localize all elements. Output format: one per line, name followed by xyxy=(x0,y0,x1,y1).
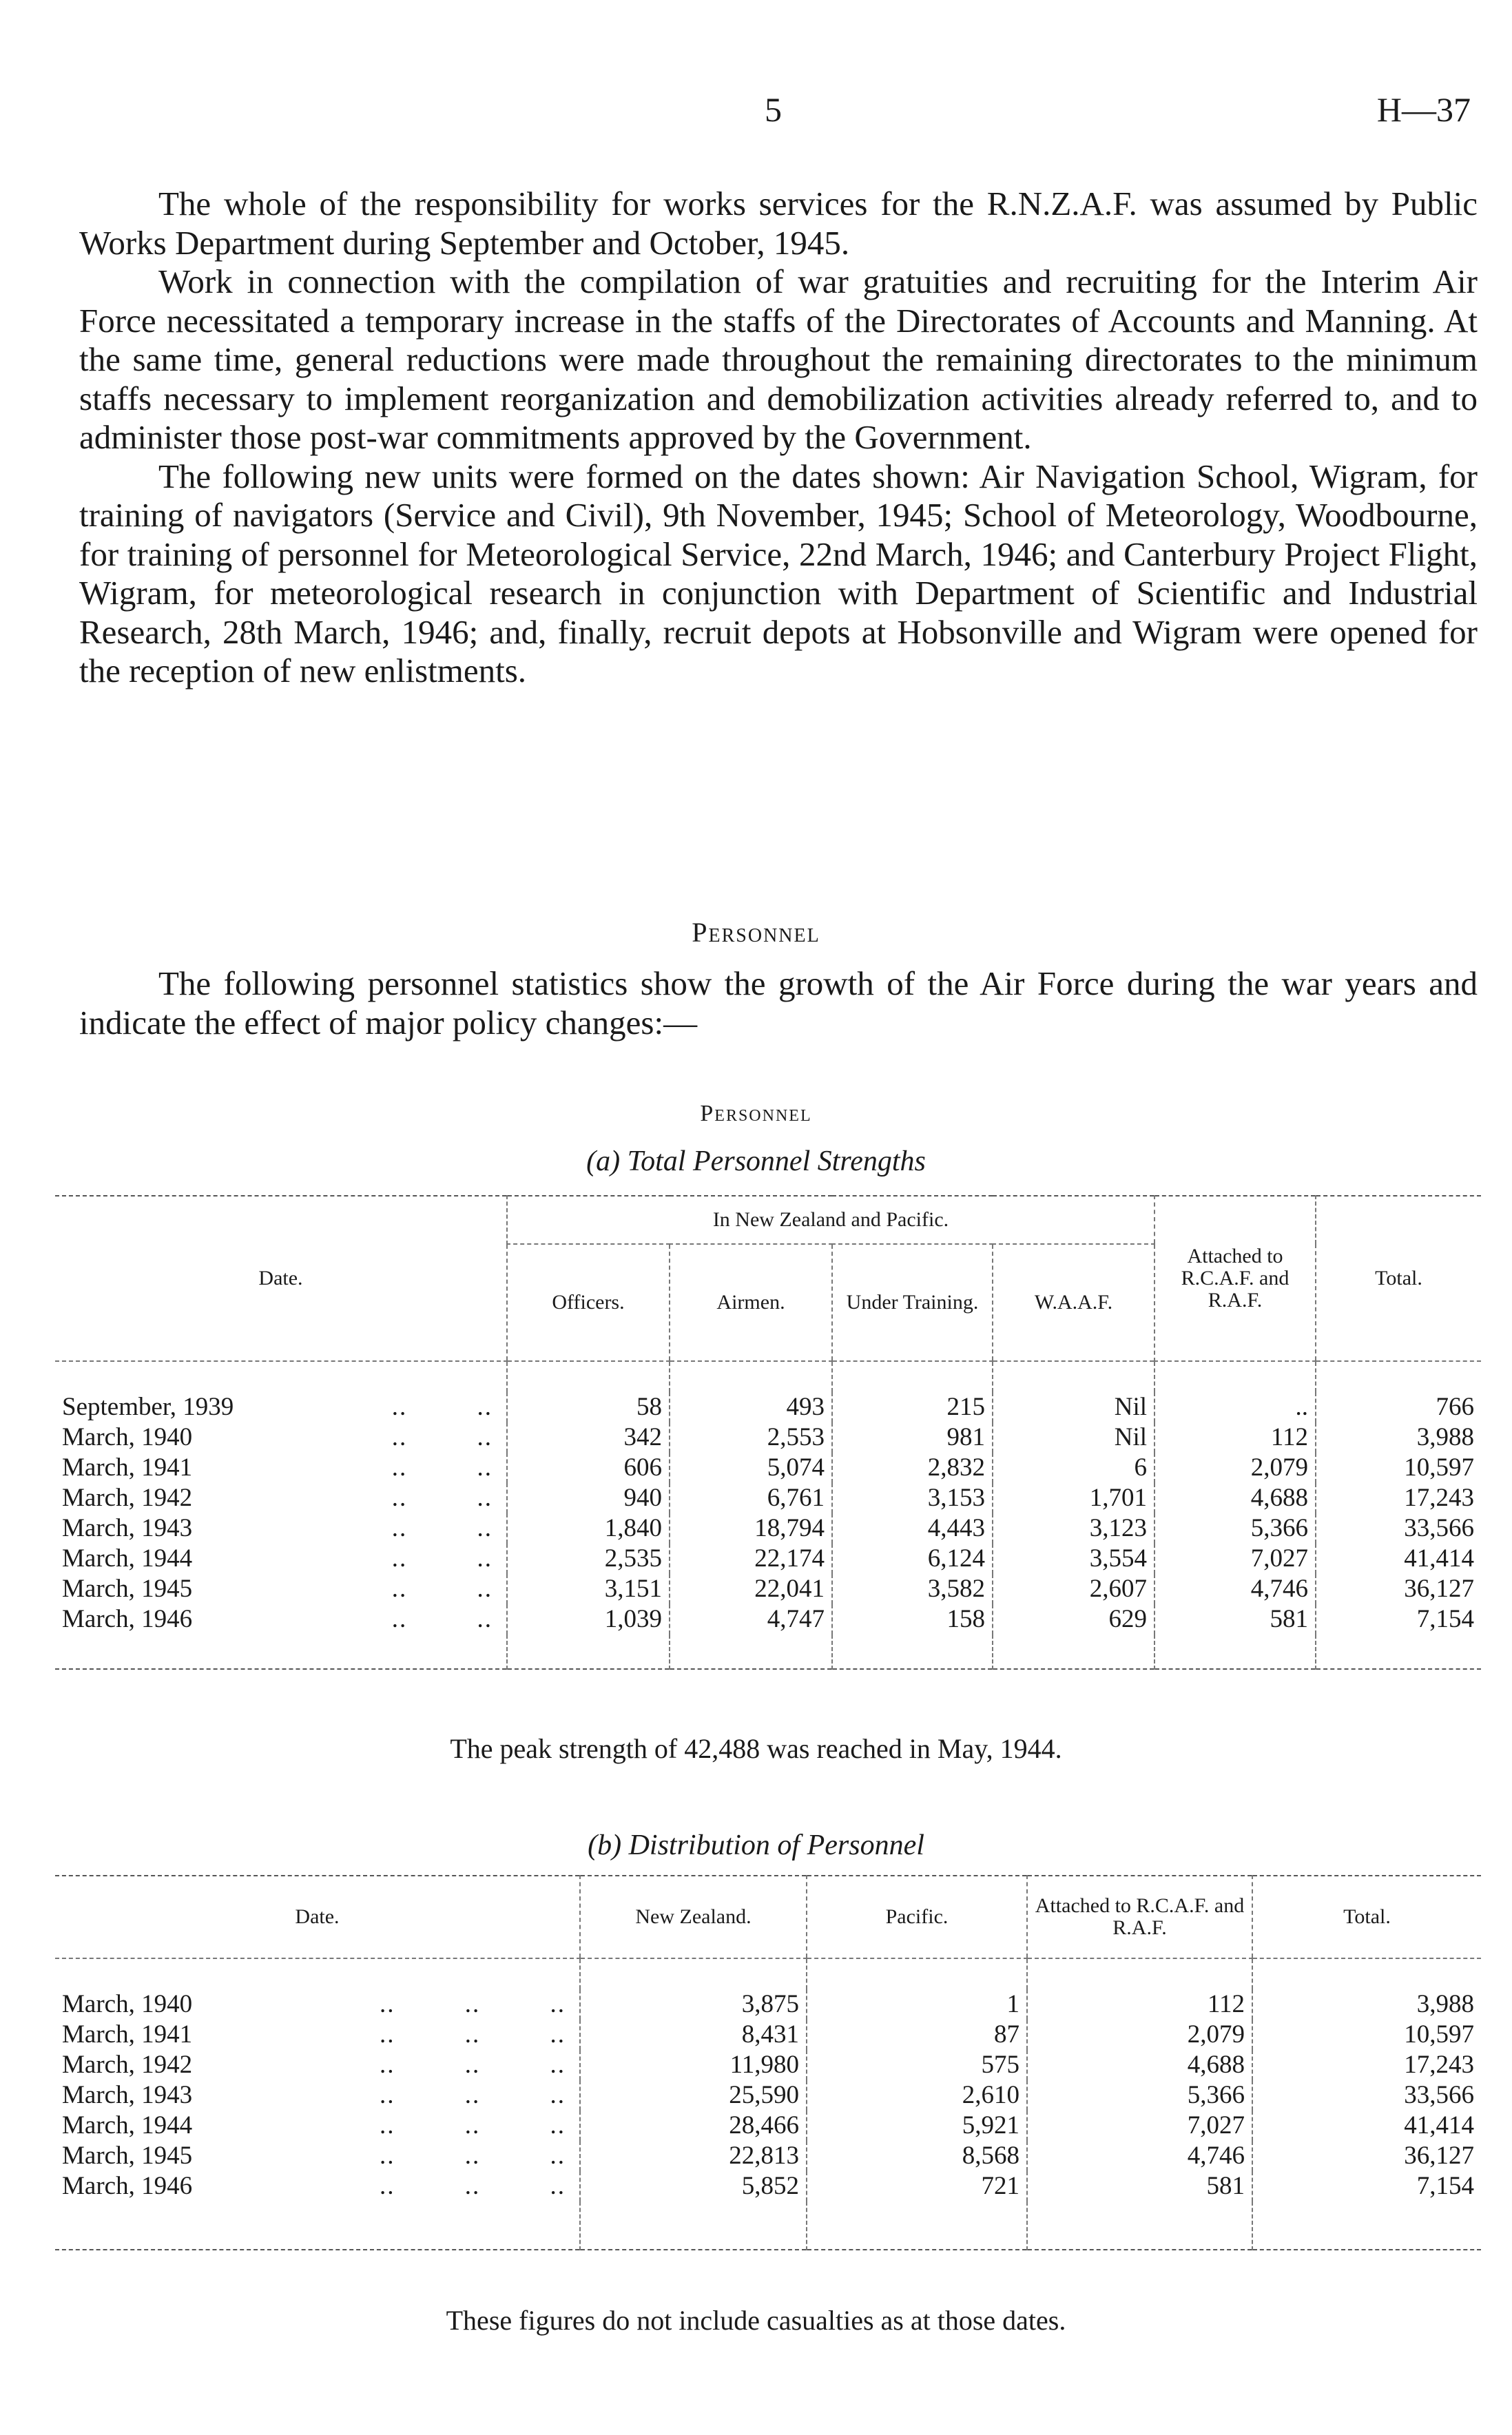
under-training-cell: 3,153 xyxy=(832,1483,993,1513)
intro-text xyxy=(79,185,1478,691)
date-label: March, 1941 xyxy=(62,2020,193,2049)
attached-cell: 7,027 xyxy=(1027,2111,1252,2141)
casualties-note: These figures do not include casualties as at those dates. xyxy=(446,2305,1066,2336)
total-cell: 766 xyxy=(1316,1392,1481,1422)
leader-dots: .. .. .. xyxy=(380,1990,566,2018)
table-row xyxy=(55,1453,1481,1483)
header-pacific: Pacific. xyxy=(807,1876,1027,1958)
attached-cell: 2,079 xyxy=(1154,1453,1316,1483)
leader-dots: .. .. xyxy=(391,1484,493,1512)
pacific-cell: 87 xyxy=(807,2020,1027,2050)
distribution-table xyxy=(55,1875,1481,2250)
date-label: March, 1943 xyxy=(62,2081,193,2109)
table-row xyxy=(55,1574,1481,1604)
under-training-cell: 4,443 xyxy=(832,1513,993,1544)
total-cell: 7,154 xyxy=(1316,1604,1481,1635)
new-zealand-cell: 11,980 xyxy=(580,2050,807,2080)
under-training-cell: 2,832 xyxy=(832,1453,993,1483)
table-a-caption: (a) Total Personnel Strengths xyxy=(586,1146,926,1177)
waaf-cell: 2,607 xyxy=(993,1574,1154,1604)
pacific-cell: 1 xyxy=(807,1989,1027,2020)
total-cell: 41,414 xyxy=(1316,1544,1481,1574)
total-cell: 10,597 xyxy=(1252,2020,1481,2050)
waaf-cell: 3,554 xyxy=(993,1544,1154,1574)
leader-dots: .. .. .. xyxy=(380,2081,566,2109)
paragraph: The following new units were formed on the dates shown: Air Navigation School, Wigram, for training of navigators (Service and Civil), 9th November, 1945; School of Meteorology, Woodbourne, for training of personnel for Meteorological Service, 22nd March, 1946; and Canterbury Project Flight, Wigram, for meteorological research in conjunction with Department of Scientific and Industrial Research, 28th March, 1946; and, finally, recruit depots at Hobsonville and Wigram were opened for the reception of new enlistments. xyxy=(79,457,1478,690)
waaf-cell: 629 xyxy=(993,1604,1154,1635)
total-cell: 17,243 xyxy=(1316,1483,1481,1513)
table-row xyxy=(55,1422,1481,1453)
leader-dots: .. .. .. xyxy=(380,2172,566,2200)
date-cell xyxy=(55,1604,507,1635)
leader-dots: .. .. xyxy=(391,1423,493,1451)
attached-cell: 581 xyxy=(1027,2171,1252,2201)
table-row xyxy=(55,1989,1481,2020)
leader-dots: .. .. .. xyxy=(380,2051,566,2079)
leader-dots: .. .. xyxy=(391,1453,493,1482)
table-row xyxy=(55,1544,1481,1574)
date-label: March, 1941 xyxy=(62,1453,193,1482)
leader-dots: .. .. xyxy=(391,1393,493,1421)
officers-cell: 1,039 xyxy=(507,1604,670,1635)
total-cell: 17,243 xyxy=(1252,2050,1481,2080)
header-attached: Attached to R.C.A.F. and R.A.F. xyxy=(1154,1196,1316,1361)
table-row xyxy=(55,1483,1481,1513)
header-under-training: Under Training. xyxy=(832,1244,993,1361)
date-cell xyxy=(55,1483,507,1513)
leader-dots: .. .. .. xyxy=(380,2020,566,2049)
total-cell: 36,127 xyxy=(1316,1574,1481,1604)
airmen-cell: 493 xyxy=(670,1392,832,1422)
new-zealand-cell: 25,590 xyxy=(580,2080,807,2111)
officers-cell: 2,535 xyxy=(507,1544,670,1574)
paragraph: The whole of the responsibility for works services for the R.N.Z.A.F. was assumed by Public Works Department during September and October, 1945. xyxy=(79,185,1478,262)
airmen-cell: 2,553 xyxy=(670,1422,832,1453)
airmen-cell: 4,747 xyxy=(670,1604,832,1635)
table-row xyxy=(55,1513,1481,1544)
date-label: March, 1946 xyxy=(62,1605,193,1633)
pacific-cell: 575 xyxy=(807,2050,1027,2080)
table-b-caption: (b) Distribution of Personnel xyxy=(588,1830,924,1861)
header-officers: Officers. xyxy=(507,1244,670,1361)
airmen-cell: 5,074 xyxy=(670,1453,832,1483)
pacific-cell: 721 xyxy=(807,2171,1027,2201)
paragraph: The following personnel statistics show the growth of the Air Force during the war years and indicate the effect of major policy changes:— xyxy=(79,964,1478,1042)
under-training-cell: 158 xyxy=(832,1604,993,1635)
date-label: March, 1944 xyxy=(62,1544,193,1573)
document-code: H—37 xyxy=(1376,90,1471,129)
date-cell xyxy=(55,1453,507,1483)
header-attached: Attached to R.C.A.F. and R.A.F. xyxy=(1027,1876,1252,1958)
under-training-cell: 215 xyxy=(832,1392,993,1422)
table-row xyxy=(55,2141,1481,2171)
leader-dots: .. .. xyxy=(391,1514,493,1542)
leader-dots: .. .. .. xyxy=(380,2142,566,2170)
date-label: March, 1944 xyxy=(62,2111,193,2139)
header-waaf: W.A.A.F. xyxy=(993,1244,1154,1361)
date-cell xyxy=(55,2171,580,2201)
peak-strength-note: The peak strength of 42,488 was reached in May, 1944. xyxy=(450,1733,1062,1764)
total-cell: 10,597 xyxy=(1316,1453,1481,1483)
waaf-cell: 6 xyxy=(993,1453,1154,1483)
page-number: 5 xyxy=(765,90,782,129)
date-label: March, 1945 xyxy=(62,1575,193,1603)
officers-cell: 3,151 xyxy=(507,1574,670,1604)
new-zealand-cell: 3,875 xyxy=(580,1989,807,2020)
leader-dots: .. .. xyxy=(391,1575,493,1603)
date-label: September, 1939 xyxy=(62,1393,234,1421)
date-label: March, 1943 xyxy=(62,1514,193,1542)
under-training-cell: 981 xyxy=(832,1422,993,1453)
attached-cell: 112 xyxy=(1154,1422,1316,1453)
paragraph: Work in connection with the compilation of war gratuities and recruiting for the Interim Air Force necessitated a temporary increase in the staffs of the Directorates of Accounts and Manning. At the same time, general reductions were made throughout the remaining directorates to the minimum staffs necessary to implement reorganization and demobilization activities already referred to, and to administer those post-war commitments approved by the Government. xyxy=(79,262,1478,456)
attached-cell: 2,079 xyxy=(1027,2020,1252,2050)
total-cell: 41,414 xyxy=(1252,2111,1481,2141)
officers-cell: 58 xyxy=(507,1392,670,1422)
header-total: Total. xyxy=(1252,1876,1481,1958)
pacific-cell: 8,568 xyxy=(807,2141,1027,2171)
date-label: March, 1940 xyxy=(62,1990,193,2018)
under-training-cell: 6,124 xyxy=(832,1544,993,1574)
officers-cell: 940 xyxy=(507,1483,670,1513)
table-row xyxy=(55,2171,1481,2201)
attached-cell: 4,688 xyxy=(1154,1483,1316,1513)
officers-cell: 606 xyxy=(507,1453,670,1483)
leader-dots: .. .. .. xyxy=(380,2111,566,2139)
waaf-cell: Nil xyxy=(993,1422,1154,1453)
attached-cell: 5,366 xyxy=(1027,2080,1252,2111)
leader-dots: .. .. xyxy=(391,1605,493,1633)
airmen-cell: 18,794 xyxy=(670,1513,832,1544)
date-label: March, 1946 xyxy=(62,2172,193,2200)
pacific-cell: 5,921 xyxy=(807,2111,1027,2141)
total-cell: 3,988 xyxy=(1252,1989,1481,2020)
waaf-cell: 1,701 xyxy=(993,1483,1154,1513)
under-training-cell: 3,582 xyxy=(832,1574,993,1604)
attached-cell: .. xyxy=(1154,1392,1316,1422)
officers-cell: 342 xyxy=(507,1422,670,1453)
date-cell xyxy=(55,1513,507,1544)
table-row xyxy=(55,2080,1481,2111)
date-cell xyxy=(55,2020,580,2050)
airmen-cell: 6,761 xyxy=(670,1483,832,1513)
table-row xyxy=(55,2020,1481,2050)
new-zealand-cell: 22,813 xyxy=(580,2141,807,2171)
section-intro xyxy=(79,964,1478,1042)
date-label: March, 1942 xyxy=(62,2051,193,2079)
date-cell xyxy=(55,1989,580,2020)
airmen-cell: 22,041 xyxy=(670,1574,832,1604)
officers-cell: 1,840 xyxy=(507,1513,670,1544)
header-group: In New Zealand and Pacific. xyxy=(507,1196,1154,1244)
header-date: Date. xyxy=(55,1196,507,1361)
waaf-cell: Nil xyxy=(993,1392,1154,1422)
table-row xyxy=(55,1604,1481,1635)
date-label: March, 1945 xyxy=(62,2142,193,2170)
attached-cell: 112 xyxy=(1027,1989,1252,2020)
attached-cell: 4,746 xyxy=(1154,1574,1316,1604)
date-cell xyxy=(55,2050,580,2080)
total-cell: 33,566 xyxy=(1316,1513,1481,1544)
date-cell xyxy=(55,1544,507,1574)
total-cell: 36,127 xyxy=(1252,2141,1481,2171)
date-cell xyxy=(55,2080,580,2111)
total-cell: 3,988 xyxy=(1316,1422,1481,1453)
total-strengths-table xyxy=(55,1195,1481,1670)
date-label: March, 1942 xyxy=(62,1484,193,1512)
section-heading: Personnel xyxy=(692,917,820,948)
airmen-cell: 22,174 xyxy=(670,1544,832,1574)
table-row xyxy=(55,2111,1481,2141)
table-row xyxy=(55,1392,1481,1422)
new-zealand-cell: 5,852 xyxy=(580,2171,807,2201)
date-cell xyxy=(55,2111,580,2141)
total-cell: 33,566 xyxy=(1252,2080,1481,2111)
attached-cell: 4,688 xyxy=(1027,2050,1252,2080)
attached-cell: 7,027 xyxy=(1154,1544,1316,1574)
header-date: Date. xyxy=(55,1876,580,1958)
header-airmen: Airmen. xyxy=(670,1244,832,1361)
date-cell xyxy=(55,1422,507,1453)
header-new-zealand: New Zealand. xyxy=(580,1876,807,1958)
date-cell xyxy=(55,1574,507,1604)
date-cell xyxy=(55,2141,580,2171)
date-cell xyxy=(55,1392,507,1422)
header-total: Total. xyxy=(1316,1196,1481,1361)
new-zealand-cell: 8,431 xyxy=(580,2020,807,2050)
total-cell: 7,154 xyxy=(1252,2171,1481,2201)
table-row xyxy=(55,2050,1481,2080)
attached-cell: 5,366 xyxy=(1154,1513,1316,1544)
new-zealand-cell: 28,466 xyxy=(580,2111,807,2141)
table-heading: Personnel xyxy=(700,1101,812,1126)
leader-dots: .. .. xyxy=(391,1544,493,1573)
waaf-cell: 3,123 xyxy=(993,1513,1154,1544)
attached-cell: 581 xyxy=(1154,1604,1316,1635)
attached-cell: 4,746 xyxy=(1027,2141,1252,2171)
pacific-cell: 2,610 xyxy=(807,2080,1027,2111)
date-label: March, 1940 xyxy=(62,1423,193,1451)
